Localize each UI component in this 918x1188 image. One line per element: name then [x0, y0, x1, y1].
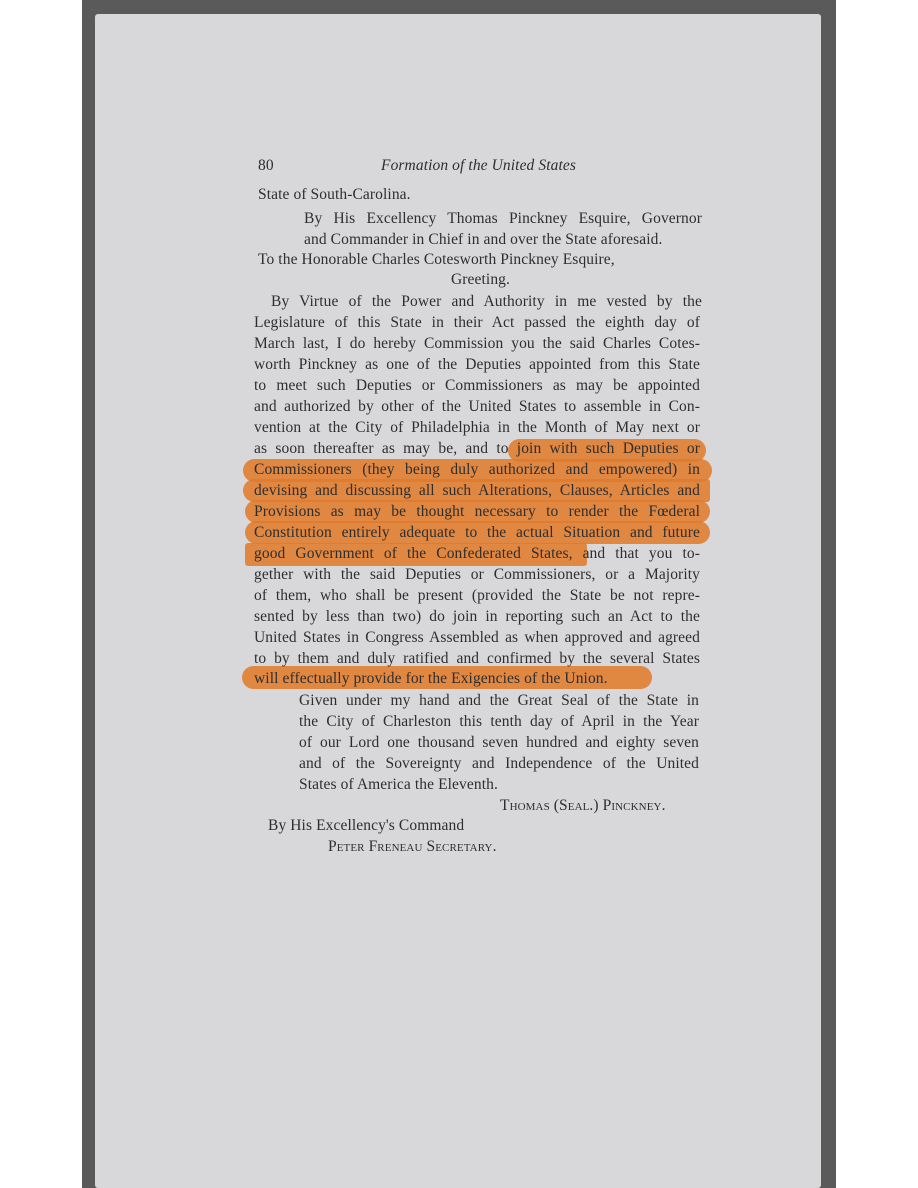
page-number: 80 — [258, 157, 274, 174]
governor-signature: Thomas (Seal.) Pinckney. — [500, 797, 666, 814]
body-line: Provisions as may be thought necessary to render the Fœderal — [254, 503, 700, 520]
body-line: March last, I do hereby Commission you the said Charles Cotes- — [254, 335, 700, 352]
authority-line: and Commander in Chief in and over the State aforesaid. — [304, 231, 663, 248]
body-line: Legislature of this State in their Act passed the eighth day of — [254, 314, 700, 331]
command-line: By His Excellency's Command — [268, 817, 465, 834]
body-line: to meet such Deputies or Commissioners as may be appointed — [254, 377, 700, 394]
running-title: Formation of the United States — [381, 157, 577, 174]
given-line: Given under my hand and the Great Seal of the State in — [299, 692, 699, 709]
state-heading: State of South-Carolina. — [258, 186, 411, 203]
body-line: will effectually provide for the Exigencies of the Union. — [254, 670, 608, 687]
body-line: as soon thereafter as may be, and to join with such Deputies or — [254, 440, 700, 457]
body-line: sented by less than two) do join in reporting such an Act to the — [254, 608, 700, 625]
given-line: the City of Charleston this tenth day of April in the Year — [299, 713, 699, 730]
given-line: and of the Sovereignty and Independence of the United — [299, 755, 699, 772]
body-line: and authorized by other of the United States to assemble in Con- — [254, 398, 700, 415]
body-line: of them, who shall be present (provided the State be not repre- — [254, 587, 700, 604]
body-line: gether with the said Deputies or Commissioners, or a Majority — [254, 566, 700, 583]
authority-line: By His Excellency Thomas Pinckney Esquire, Governor — [304, 210, 702, 227]
greeting: Greeting. — [451, 271, 511, 288]
secretary-signature: Peter Freneau Secretary. — [328, 838, 497, 855]
body-line: United States in Congress Assembled as when approved and agreed — [254, 629, 700, 646]
body-line: good Government of the Confederated States, and that you to- — [254, 545, 700, 562]
body-line: devising and discussing all such Alterations, Clauses, Articles and — [254, 482, 700, 499]
body-line: to by them and duly ratified and confirmed by the several States — [254, 650, 700, 667]
given-line: States of America the Eleventh. — [299, 776, 498, 793]
given-line: of our Lord one thousand seven hundred and eighty seven — [299, 734, 699, 751]
body-line: By Virtue of the Power and Authority in me vested by the — [271, 293, 702, 310]
body-line: Constitution entirely adequate to the actual Situation and future — [254, 524, 700, 541]
body-line: Commissioners (they being duly authorized and empowered) in — [254, 461, 700, 478]
body-line: worth Pinckney as one of the Deputies appointed from this State — [254, 356, 700, 373]
body-line: vention at the City of Philadelphia in the Month of May next or — [254, 419, 700, 436]
addressee-line: To the Honorable Charles Cotesworth Pinckney Esquire, — [258, 251, 615, 268]
